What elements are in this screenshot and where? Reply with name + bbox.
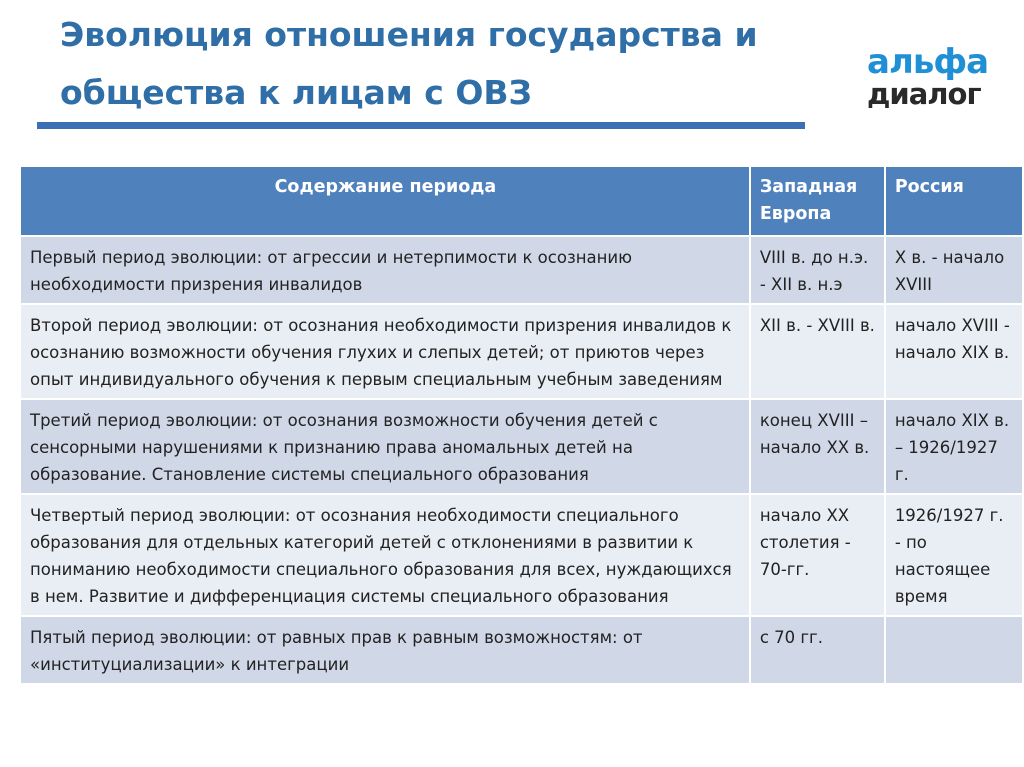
cell-period-content: Первый период эволюции: от агрессии и нетерпимости к осознанию необходимости призрения инвалидов xyxy=(20,236,750,304)
cell-period-content: Пятый период эволюции: от равных прав к равным возможностям: от «институциализации» к интеграции xyxy=(20,616,750,684)
periods-table-container xyxy=(19,165,1024,685)
cell-western-europe: начало XX столетия - 70-гг. xyxy=(750,494,885,616)
title-underline xyxy=(37,122,805,129)
cell-western-europe: VIII в. до н.э. - XII в. н.э xyxy=(750,236,885,304)
cell-russia xyxy=(885,616,1023,684)
cell-western-europe: конец XVIII – начало XX в. xyxy=(750,399,885,494)
cell-russia: начало XVIII - начало XIX в. xyxy=(885,304,1023,399)
alfa-dialog-logo xyxy=(867,42,989,111)
table-row xyxy=(20,236,1023,304)
cell-western-europe: XII в. - XVIII в. xyxy=(750,304,885,399)
header-content: Содержание периода xyxy=(20,166,750,236)
header-russia: Россия xyxy=(885,166,1023,236)
table-row xyxy=(20,304,1023,399)
logo-word-top: альфа xyxy=(867,42,989,82)
header-western-europe: Западная Европа xyxy=(750,166,885,236)
cell-period-content: Четвертый период эволюции: от осознания необходимости специального образования для отдельных категорий детей с отклонениями в развитии к пониманию необходимости специального образования для всех, нуждающихся в нем. Развитие и дифференциация системы специального образования xyxy=(20,494,750,616)
table-row xyxy=(20,494,1023,616)
cell-western-europe: с 70 гг. xyxy=(750,616,885,684)
cell-period-content: Второй период эволюции: от осознания необходимости призрения инвалидов к осознанию возможности обучения глухих и слепых детей; от приютов через опыт индивидуального обучения к первым специальным учебным заведениям xyxy=(20,304,750,399)
table-row xyxy=(20,399,1023,494)
table-row xyxy=(20,616,1023,684)
cell-russia: X в. - начало XVIII xyxy=(885,236,1023,304)
cell-period-content: Третий период эволюции: от осознания возможности обучения детей с сенсорными нарушениями к признанию права аномальных детей на образование. Становление системы специального образования xyxy=(20,399,750,494)
cell-russia: начало XIX в. – 1926/1927 г. xyxy=(885,399,1023,494)
table-header-row xyxy=(20,166,1023,236)
cell-russia: 1926/1927 г. - по настоящее время xyxy=(885,494,1023,616)
periods-table xyxy=(19,165,1024,685)
slide-title: Эволюция отношения государства и общества к лицам с ОВЗ xyxy=(60,15,758,112)
logo-word-bottom: диалог xyxy=(867,77,981,111)
